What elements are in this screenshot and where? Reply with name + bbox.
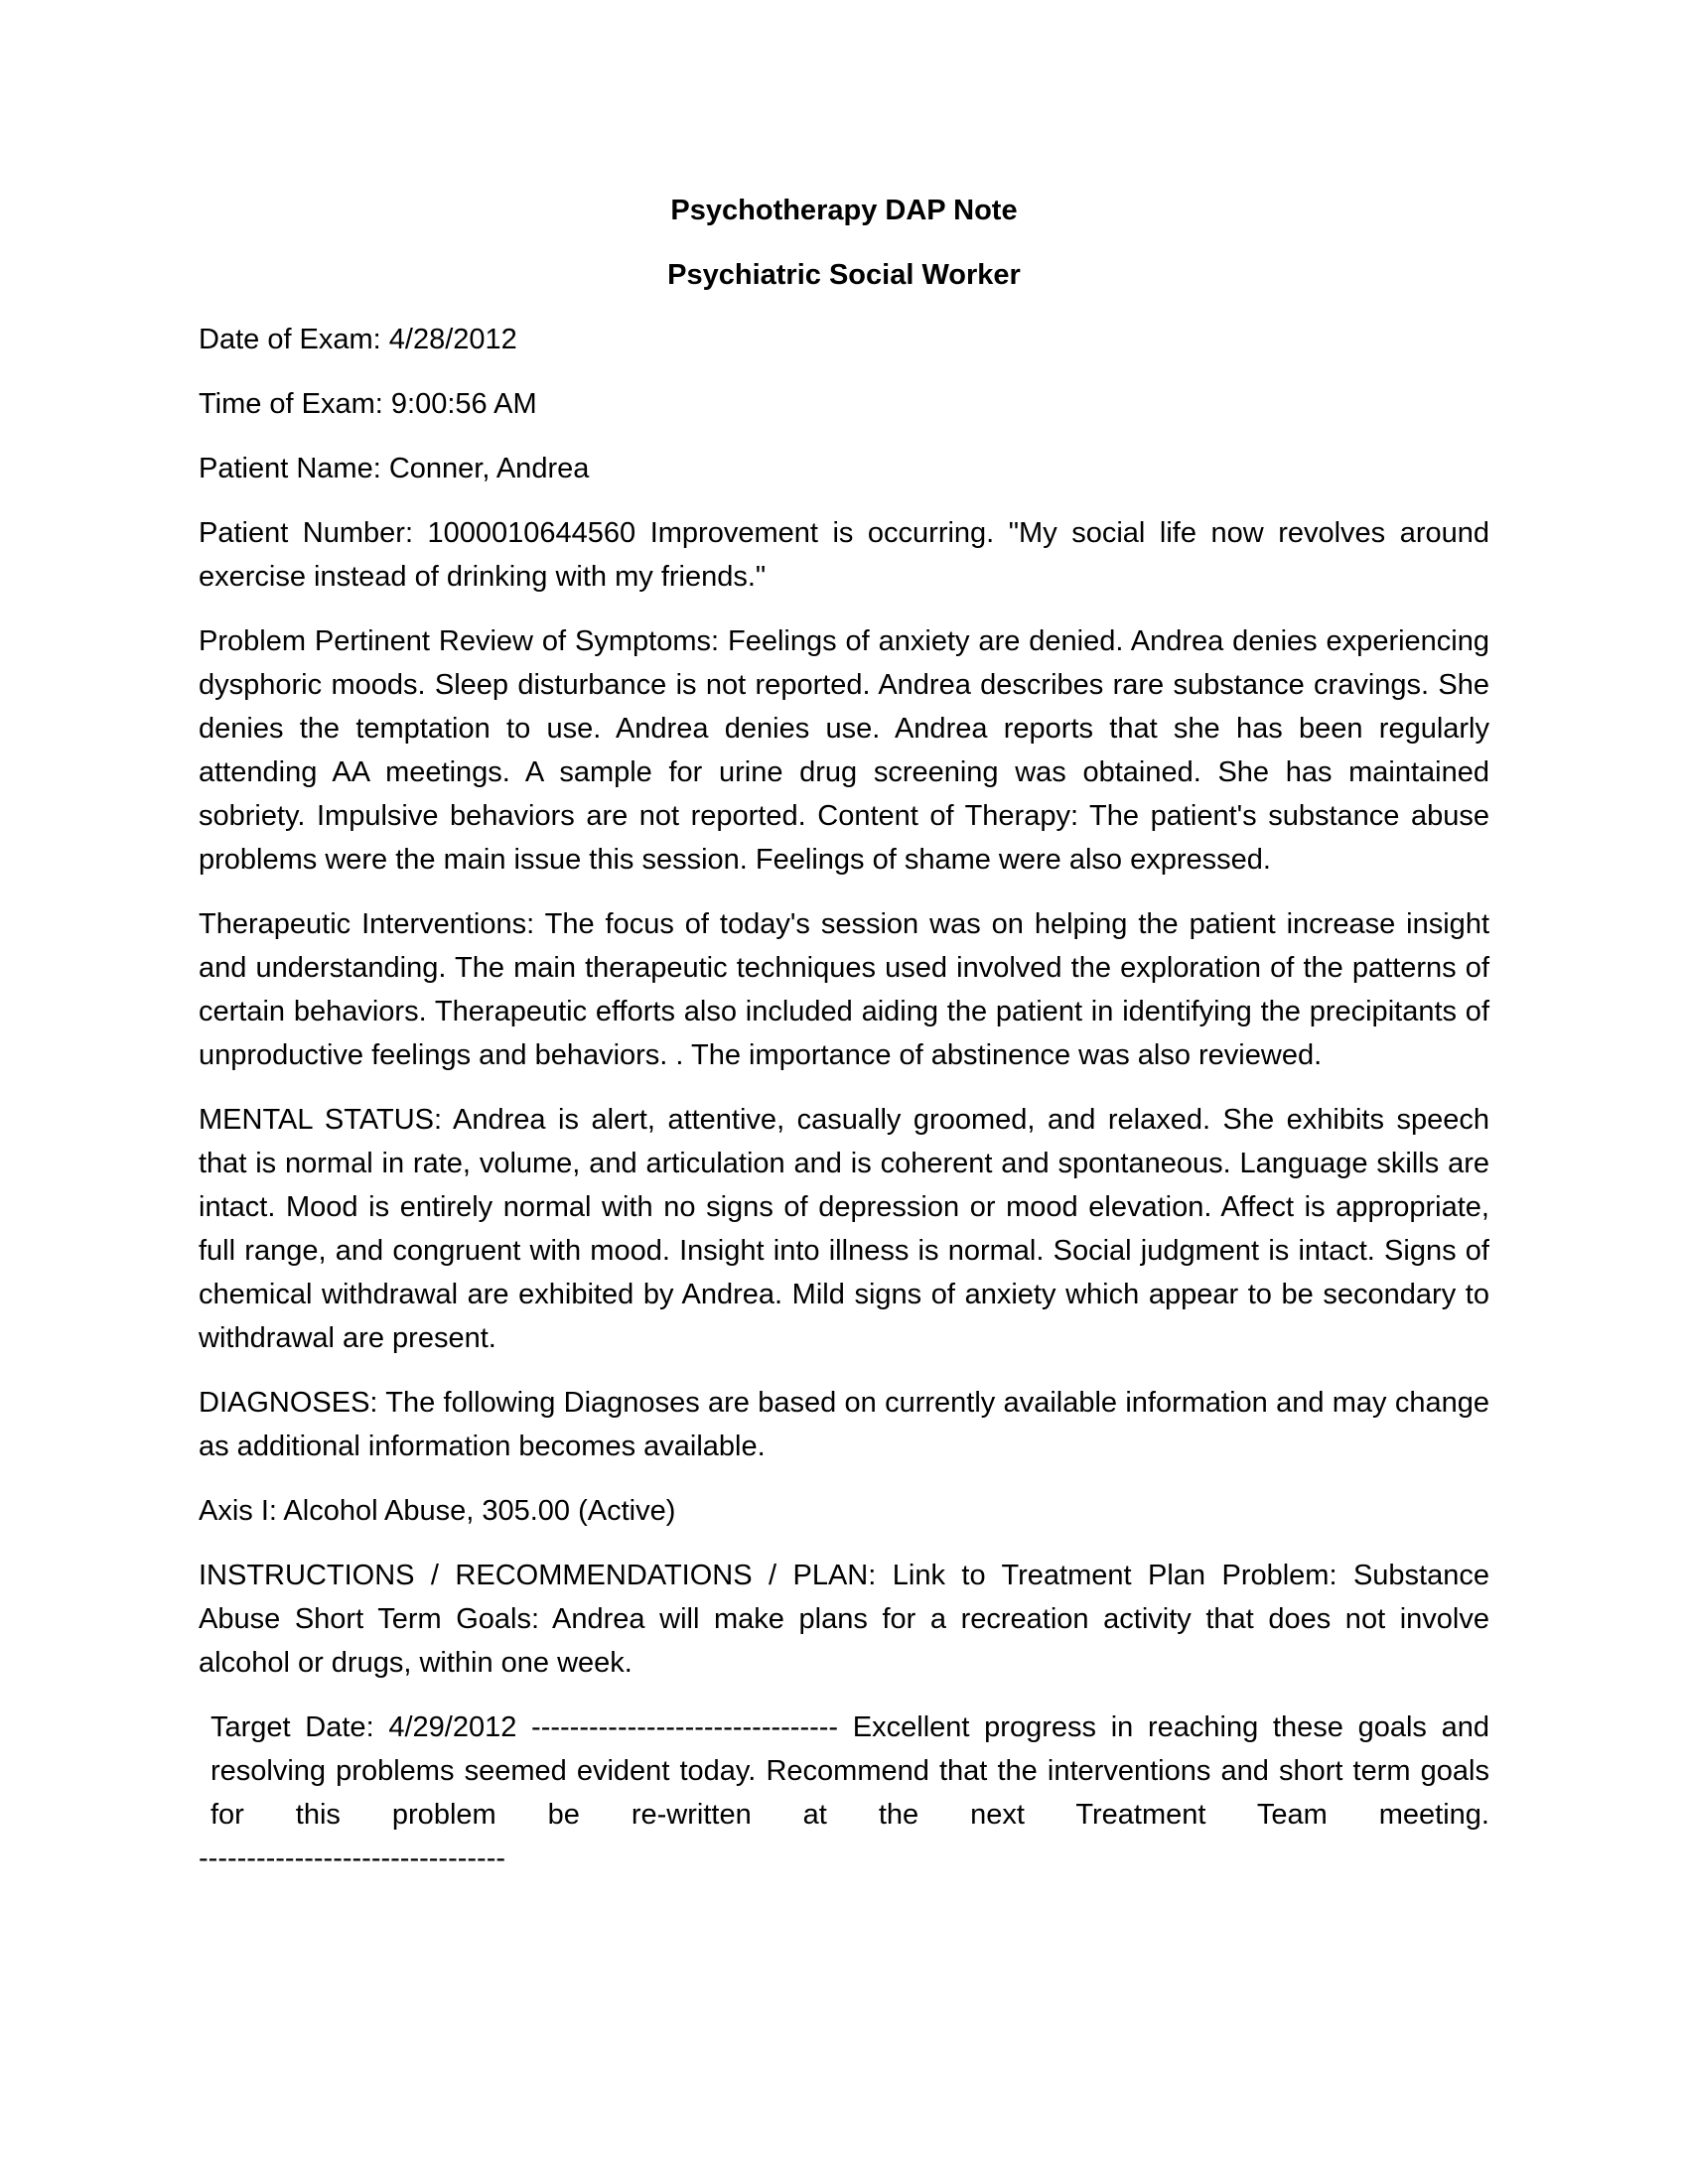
patient-number-paragraph: Patient Number: 1000010644560 Improvement is occurring. "My social life now revolves around exercise instead of drinking with my friends."	[199, 517, 1489, 593]
symptoms-paragraph: Problem Pertinent Review of Symptoms: Feelings of anxiety are denied. Andrea denies experiencing dysphoric moods. Sleep disturbance is not reported. Andrea describes rare substance cravings. She denies the temptation to use. Andrea denies use. Andrea reports that she has been regularly attending AA meetings. A sample for urine drug screening was obtained. She has maintained sobriety. Impulsive behaviors are not reported. Content of Therapy: The patient's substance abuse problems were the main issue this session. Feelings of shame were also expressed.	[199, 625, 1489, 876]
mental-status-paragraph: MENTAL STATUS: Andrea is alert, attentive, casually groomed, and relaxed. She exhibits speech that is normal in rate, volume, and articulation and is coherent and spontaneous. Language skills are intact. Mood is entirely normal with no signs of depression or mood elevation. Affect is appropriate, full range, and congruent with mood. Insight into illness is normal. Social judgment is intact. Signs of chemical withdrawal are exhibited by Andrea. Mild signs of anxiety which appear to be secondary to withdrawal are present.	[199, 1104, 1489, 1354]
patient-name: Patient Name: Conner, Andrea	[199, 453, 590, 484]
interventions-paragraph: Therapeutic Interventions: The focus of today's session was on helping the patient increase insight and understanding. The main therapeutic techniques used involved the exploration of the patterns of certain behaviors. Therapeutic efforts also included aiding the patient in identifying the precipitants of unproductive feelings and behaviors. . The importance of abstinence was also reviewed.	[199, 908, 1489, 1071]
target-date-paragraph	[199, 1706, 1489, 1880]
document-title: Psychotherapy DAP Note	[670, 195, 1018, 226]
document-page	[199, 189, 1489, 1901]
diagnoses-paragraph: DIAGNOSES: The following Diagnoses are based on currently available information and may change as additional information becomes available.	[199, 1387, 1489, 1462]
closing-dashes: --------------------------------	[199, 1843, 506, 1874]
time-of-exam: Time of Exam: 9:00:56 AM	[199, 388, 537, 420]
target-date-text: Target Date: 4/29/2012 -------------------------------- Excellent progress in reaching these goals and resolving problems seemed evident today. Recommend that the interventions and short term goals for this problem be re-written at the next Treatment Team meeting.	[211, 1711, 1489, 1831]
date-of-exam: Date of Exam: 4/28/2012	[199, 324, 517, 355]
document-subtitle: Psychiatric Social Worker	[667, 259, 1021, 291]
axis-diagnosis: Axis I: Alcohol Abuse, 305.00 (Active)	[199, 1495, 676, 1527]
instructions-paragraph: INSTRUCTIONS / RECOMMENDATIONS / PLAN: Link to Treatment Plan Problem: Substance Abuse Short Term Goals: Andrea will make plans for a recreation activity that does not involve alcohol or drugs, within one week.	[199, 1560, 1489, 1679]
